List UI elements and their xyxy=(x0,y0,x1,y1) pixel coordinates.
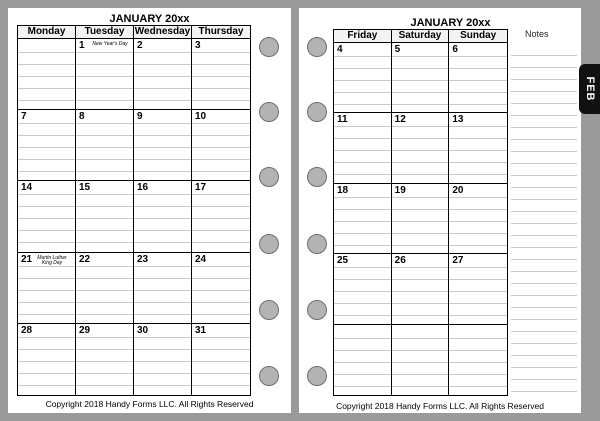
day-cell[interactable] xyxy=(134,324,192,395)
notes-title: Notes xyxy=(525,29,549,39)
day-number: 20 xyxy=(452,184,464,196)
day-number: 14 xyxy=(21,182,33,194)
day-number: 2 xyxy=(137,40,143,51)
day-cell[interactable] xyxy=(449,43,507,113)
right-planner-page xyxy=(299,8,581,413)
day-cell[interactable] xyxy=(134,253,192,324)
day-number: 12 xyxy=(394,114,406,126)
day-number: 30 xyxy=(137,324,149,336)
binder-hole-icon xyxy=(259,300,279,320)
day-cell[interactable] xyxy=(18,39,76,110)
day-cell[interactable] xyxy=(192,324,250,395)
binder-hole-icon xyxy=(307,37,327,57)
day-cell[interactable] xyxy=(334,43,392,113)
day-cell[interactable] xyxy=(134,110,192,181)
day-number: 19 xyxy=(394,184,406,196)
day-number: 4 xyxy=(337,44,343,55)
day-number: 25 xyxy=(337,255,349,267)
day-number: 13 xyxy=(452,114,464,126)
binder-hole-icon xyxy=(307,167,327,187)
weekday-header: Sunday xyxy=(449,30,507,43)
day-cell[interactable] xyxy=(76,324,134,395)
binder-hole-icon xyxy=(259,366,279,386)
day-cell[interactable] xyxy=(76,181,134,252)
day-cell[interactable] xyxy=(392,113,450,183)
day-number: 17 xyxy=(195,182,207,194)
weekday-header: Monday xyxy=(18,26,76,39)
binder-hole-icon xyxy=(307,366,327,386)
day-number: 15 xyxy=(79,182,91,194)
weekday-header: Thursday xyxy=(192,26,250,39)
day-number: 1 xyxy=(79,40,85,51)
day-cell[interactable] xyxy=(449,325,507,395)
day-number: 7 xyxy=(21,111,27,123)
day-number: 10 xyxy=(195,111,207,123)
day-cell[interactable] xyxy=(134,181,192,252)
day-cell[interactable] xyxy=(76,110,134,181)
day-cell[interactable] xyxy=(192,110,250,181)
day-number: 28 xyxy=(21,324,33,336)
day-cell[interactable] xyxy=(192,181,250,252)
binder-hole-icon xyxy=(307,234,327,254)
month-tab-label: FEB xyxy=(583,76,596,102)
day-cell[interactable] xyxy=(134,39,192,110)
binder-hole-icon xyxy=(259,234,279,254)
day-cell[interactable] xyxy=(392,254,450,324)
day-number: 21 xyxy=(21,253,33,265)
weekday-header: Wednesday xyxy=(134,26,191,37)
day-cell[interactable] xyxy=(449,254,507,324)
binder-hole-icon xyxy=(259,102,279,122)
day-number: 29 xyxy=(79,324,91,336)
holiday-note: New Year's Day xyxy=(92,41,128,47)
day-cell[interactable] xyxy=(334,184,392,254)
day-number: 16 xyxy=(137,182,149,194)
day-number: 8 xyxy=(79,111,85,123)
day-number: 23 xyxy=(137,253,149,265)
day-cell[interactable] xyxy=(192,253,250,324)
weekday-header: Saturday xyxy=(392,30,450,43)
day-cell[interactable] xyxy=(192,39,250,110)
holiday-note: Martin Luther King Day xyxy=(33,256,71,266)
day-cell[interactable] xyxy=(18,110,76,181)
day-cell[interactable] xyxy=(392,325,450,395)
day-cell[interactable] xyxy=(392,43,450,113)
day-number: 18 xyxy=(337,184,349,196)
weekday-header: Friday xyxy=(334,30,392,43)
left-copyright-footer: Copyright 2018 Handy Forms LLC. All Rights Reserved xyxy=(45,399,254,409)
day-number: 27 xyxy=(452,255,464,267)
day-cell[interactable] xyxy=(18,181,76,252)
right-calendar-grid xyxy=(333,29,508,396)
right-page-title: JANUARY 20xx xyxy=(410,17,491,29)
right-copyright-footer: Copyright 2018 Handy Forms LLC. All Rights Reserved xyxy=(336,401,544,411)
notes-lined-area[interactable] xyxy=(511,44,577,394)
binder-hole-icon xyxy=(307,300,327,320)
day-number: 24 xyxy=(195,253,207,265)
day-number: 3 xyxy=(195,40,201,51)
day-cell[interactable] xyxy=(449,184,507,254)
month-tab-feb[interactable] xyxy=(579,64,600,114)
binder-hole-icon xyxy=(307,102,327,122)
day-number: 22 xyxy=(79,253,91,265)
left-planner-page xyxy=(8,8,291,413)
day-cell[interactable] xyxy=(76,39,134,110)
day-cell[interactable] xyxy=(18,253,76,324)
day-number: 9 xyxy=(137,111,143,123)
binder-hole-icon xyxy=(259,37,279,57)
day-number: 26 xyxy=(394,255,406,267)
weekday-header: Tuesday xyxy=(76,26,134,39)
left-page-title: JANUARY 20xx xyxy=(109,13,190,25)
left-calendar-grid xyxy=(17,25,251,396)
day-number: 6 xyxy=(452,44,458,55)
day-cell[interactable] xyxy=(449,113,507,183)
day-cell[interactable] xyxy=(18,324,76,395)
day-number: 11 xyxy=(337,114,348,126)
binder-hole-icon xyxy=(259,167,279,187)
day-cell[interactable] xyxy=(334,254,392,324)
day-cell[interactable] xyxy=(334,113,392,183)
day-cell[interactable] xyxy=(334,325,392,395)
day-number: 31 xyxy=(195,324,207,336)
day-cell[interactable] xyxy=(76,253,134,324)
day-number: 5 xyxy=(394,44,401,55)
day-cell[interactable] xyxy=(392,184,450,254)
